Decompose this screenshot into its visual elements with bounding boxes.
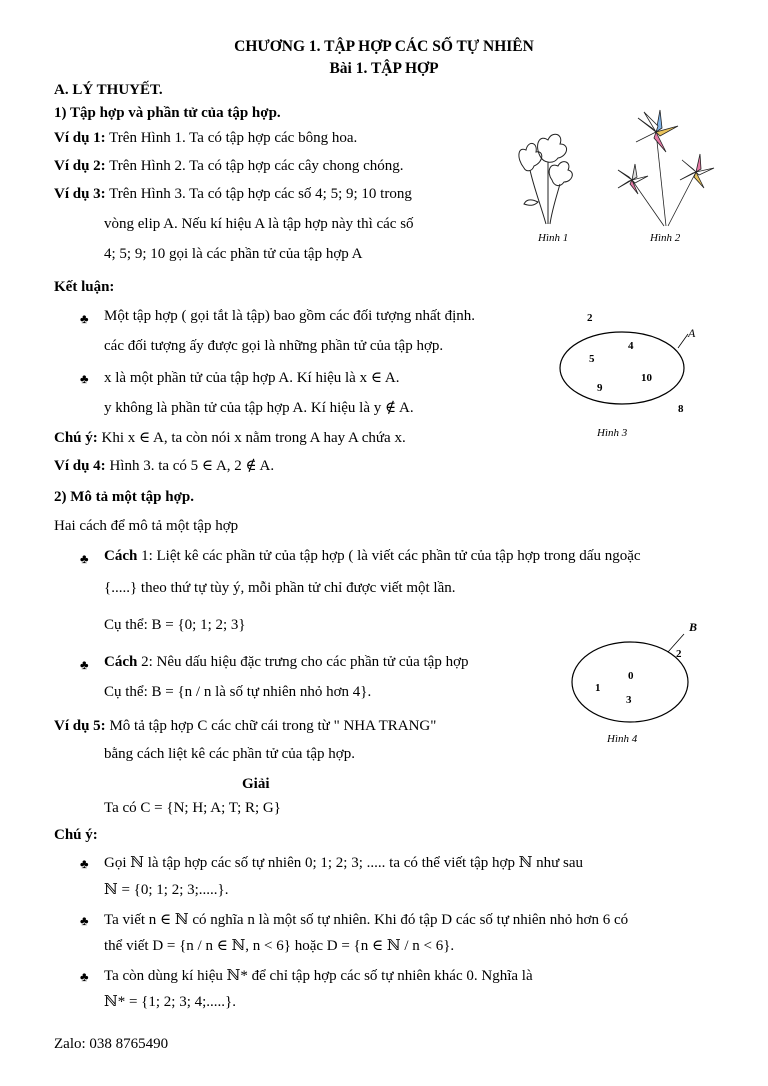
set-a-element: 5 (589, 353, 595, 365)
conclusion-bullet-1: Một tập hợp ( gọi tắt là tập) bao gồm các đối tượng nhất định. (104, 308, 476, 324)
footer-contact: Zalo: 038 8765490 (54, 1036, 169, 1052)
solution-text: Ta có C = {N; H; A; T; R; G} (104, 800, 281, 816)
club-bullet-icon: ♣ (80, 371, 89, 386)
figure-2-caption: Hình 2 (650, 232, 681, 244)
subsection-2-heading: 2) Mô tả một tập hợp. (54, 489, 194, 505)
note-2-heading: Chú ý: (54, 827, 98, 843)
chapter-title: CHƯƠNG 1. TẬP HỢP CÁC SỐ TỰ NHIÊN (234, 38, 534, 55)
set-b-element: 1 (595, 682, 601, 694)
set-b-label: B (689, 620, 698, 634)
example-1: Ví dụ 1: Trên Hình 1. Ta có tập hợp các bông hoa. (54, 130, 358, 146)
way-1: Cách 1: Liệt kê các phần tử của tập hợp ( là viết các phần tử của tập hợp trong dấu ngoặc (104, 548, 641, 564)
set-b-element: 3 (626, 694, 632, 706)
flower-illustration (512, 128, 582, 233)
figure-1-caption: Hình 1 (538, 232, 569, 244)
note-2-bullet-1: Gọi ℕ là tập hợp các số tự nhiên 0; 1; 2; 3; ..... ta có thể viết tập hợp ℕ như sau (104, 855, 584, 871)
example-3: Ví dụ 3: Trên Hình 3. Ta có tập hợp các số 4; 5; 9; 10 trong (54, 186, 412, 202)
club-bullet-icon: ♣ (80, 551, 89, 566)
example-4: Ví dụ 4: Hình 3. ta có 5 ∈ A, 2 ∉ A. (54, 458, 275, 474)
set-a-outside-element: 2 (587, 312, 593, 324)
lesson-title: Bài 1. TẬP HỢP (329, 60, 439, 77)
pinwheel-illustration (612, 104, 722, 232)
set-b-element: 0 (628, 670, 634, 682)
two-ways-intro: Hai cách để mô tả một tập hợp (54, 518, 239, 534)
club-bullet-icon: ♣ (80, 969, 89, 984)
set-a-outside-element: 8 (678, 403, 684, 415)
way-2-example: Cụ thể: B = {n / n là số tự nhiên nhỏ hơn 4}. (104, 684, 372, 700)
set-a-label: A (688, 326, 696, 340)
club-bullet-icon: ♣ (80, 657, 89, 672)
note-2-bullet-1-line2: ℕ = {0; 1; 2; 3;.....}. (104, 882, 229, 898)
section-a-heading: A. LÝ THUYẾT. (54, 82, 163, 98)
club-bullet-icon: ♣ (80, 913, 89, 928)
figure-4-caption: Hình 4 (607, 733, 638, 745)
club-bullet-icon: ♣ (80, 311, 89, 326)
note-1: Chú ý: Khi x ∈ A, ta còn nói x nằm trong A hay A chứa x. (54, 430, 406, 446)
note-2-bullet-3: Ta còn dùng kí hiệu ℕ* để chỉ tập hợp các số tự nhiên khác 0. Nghĩa là (104, 968, 533, 984)
example-5: Ví dụ 5: Mô tả tập hợp C các chữ cái trong từ " NHA TRANG" (54, 718, 437, 734)
set-b-element: 2 (676, 648, 682, 660)
set-a-element: 10 (641, 372, 652, 384)
note-2-bullet-2-line2: thể viết D = {n / n ∈ ℕ, n < 6} hoặc D = {n ∈ ℕ / n < 6}. (104, 938, 455, 954)
way-1-line2: {.....} theo thứ tự tùy ý, mỗi phần tử chỉ được viết một lần. (104, 580, 456, 596)
set-b-ellipse (570, 628, 700, 724)
figure-3-caption: Hình 3 (597, 427, 628, 439)
set-a-element: 4 (628, 340, 634, 352)
club-bullet-icon: ♣ (80, 856, 89, 871)
subsection-1-heading: 1) Tập hợp và phần tử của tập hợp. (54, 105, 281, 121)
note-2-bullet-2: Ta viết n ∈ ℕ có nghĩa n là một số tự nhiên. Khi đó tập D các số tự nhiên nhỏ hơn 6 có (104, 912, 629, 928)
conclusion-bullet-2: x là một phần tử của tập hợp A. Kí hiệu là x ∈ A. (104, 370, 400, 386)
way-2: Cách 2: Nêu dấu hiệu đặc trưng cho các phần tử của tập hợp (104, 654, 469, 670)
solution-heading: Giải (242, 776, 270, 792)
set-a-element: 9 (597, 382, 603, 394)
conclusion-bullet-1-line2: các đối tượng ấy được gọi là những phần tử của tập hợp. (104, 338, 444, 354)
note-2-bullet-3-line2: ℕ* = {1; 2; 3; 4;.....}. (104, 994, 236, 1010)
example-5-line2: bằng cách liệt kê các phần tử của tập hợp. (104, 746, 355, 762)
example-3-line2: vòng elip A. Nếu kí hiệu A là tập hợp này thì các số (104, 216, 414, 232)
example-3-line3: 4; 5; 9; 10 gọi là các phần tử của tập hợp A (104, 246, 363, 262)
conclusion-heading: Kết luận: (54, 279, 115, 295)
conclusion-bullet-2-line2: y không là phần tử của tập hợp A. Kí hiệu là y ∉ A. (104, 400, 414, 416)
way-1-example: Cụ thể: B = {0; 1; 2; 3} (104, 617, 246, 633)
example-2: Ví dụ 2: Trên Hình 2. Ta có tập hợp các cây chong chóng. (54, 158, 404, 174)
